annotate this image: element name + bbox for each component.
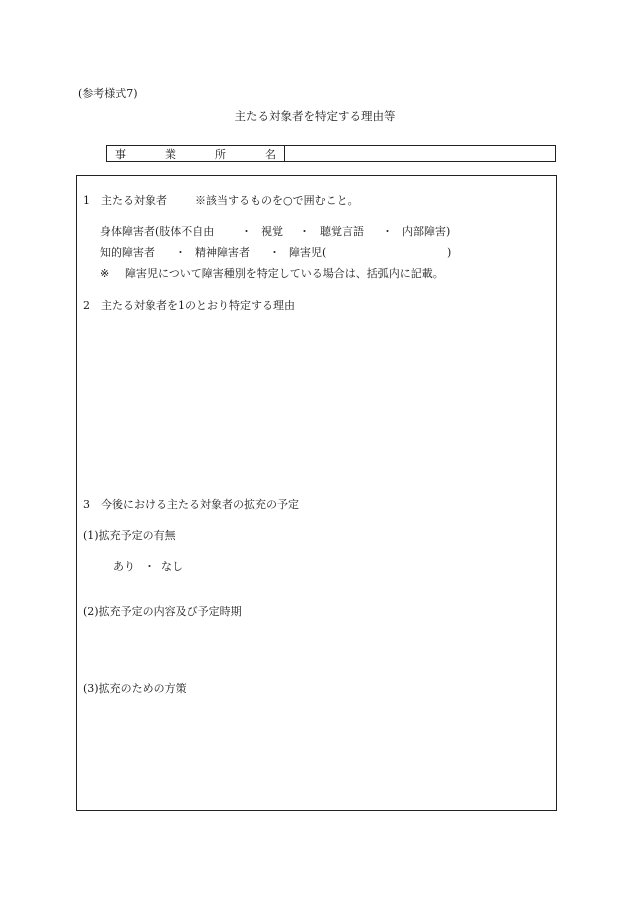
option-visual[interactable]: 視覚 [261, 225, 283, 238]
section2-number: 2 [83, 299, 90, 312]
choice-yes[interactable]: あり [113, 560, 135, 573]
form-body [76, 175, 557, 811]
option-physical[interactable]: 身体障害者(肢体不自由 [100, 225, 215, 238]
section1-number: 1 [83, 194, 90, 207]
separator: ・ [382, 225, 393, 238]
form-id: (参考様式7) [78, 87, 138, 100]
office-label-char-1: 事 [115, 147, 126, 161]
section1-instruction: ※該当するものを○で囲むこと。 [195, 194, 359, 207]
option-child[interactable]: 障害児( [289, 246, 327, 259]
plan-details-answer-area[interactable] [83, 623, 549, 675]
office-label-char-2: 業 [165, 147, 176, 161]
option-mental[interactable]: 精神障害者 [195, 246, 250, 259]
measures-answer-area[interactable] [83, 700, 549, 800]
separator: ・ [269, 246, 280, 259]
section3-number: 3 [83, 498, 90, 511]
office-name-label [107, 146, 285, 161]
office-label-char-3: 所 [215, 147, 226, 161]
choice-no[interactable]: なし [161, 560, 183, 573]
option-intellectual[interactable]: 知的障害者 [100, 246, 155, 259]
subsection-expansion-plan: (1)拡充予定の有無 [83, 529, 176, 542]
section2-heading: 主たる対象者を1のとおり特定する理由 [101, 299, 295, 312]
choice-separator: ・ [144, 560, 155, 573]
section2-answer-area[interactable] [83, 318, 549, 488]
section1-heading: 主たる対象者 [101, 194, 167, 207]
separator: ・ [175, 246, 186, 259]
note-mark: ※ [100, 267, 110, 280]
section3-heading: 今後における主たる対象者の拡充の予定 [101, 498, 299, 511]
separator: ・ [299, 225, 310, 238]
office-label-char-4: 名 [265, 147, 276, 161]
separator: ・ [241, 225, 252, 238]
section1-note: 障害児について障害種別を特定している場合は、括弧内に記載。 [125, 267, 444, 280]
office-name-field[interactable] [285, 146, 555, 161]
subsection-measures: (3)拡充のための方策 [83, 682, 187, 695]
option-hearing-speech[interactable]: 聴覚言語 [320, 225, 364, 238]
form-title: 主たる対象者を特定する理由等 [234, 109, 396, 123]
office-name-row [106, 145, 556, 162]
option-internal[interactable]: 内部障害) [402, 225, 451, 238]
option-child-close: ) [447, 246, 452, 259]
subsection-plan-details: (2)拡充予定の内容及び予定時期 [83, 605, 242, 618]
